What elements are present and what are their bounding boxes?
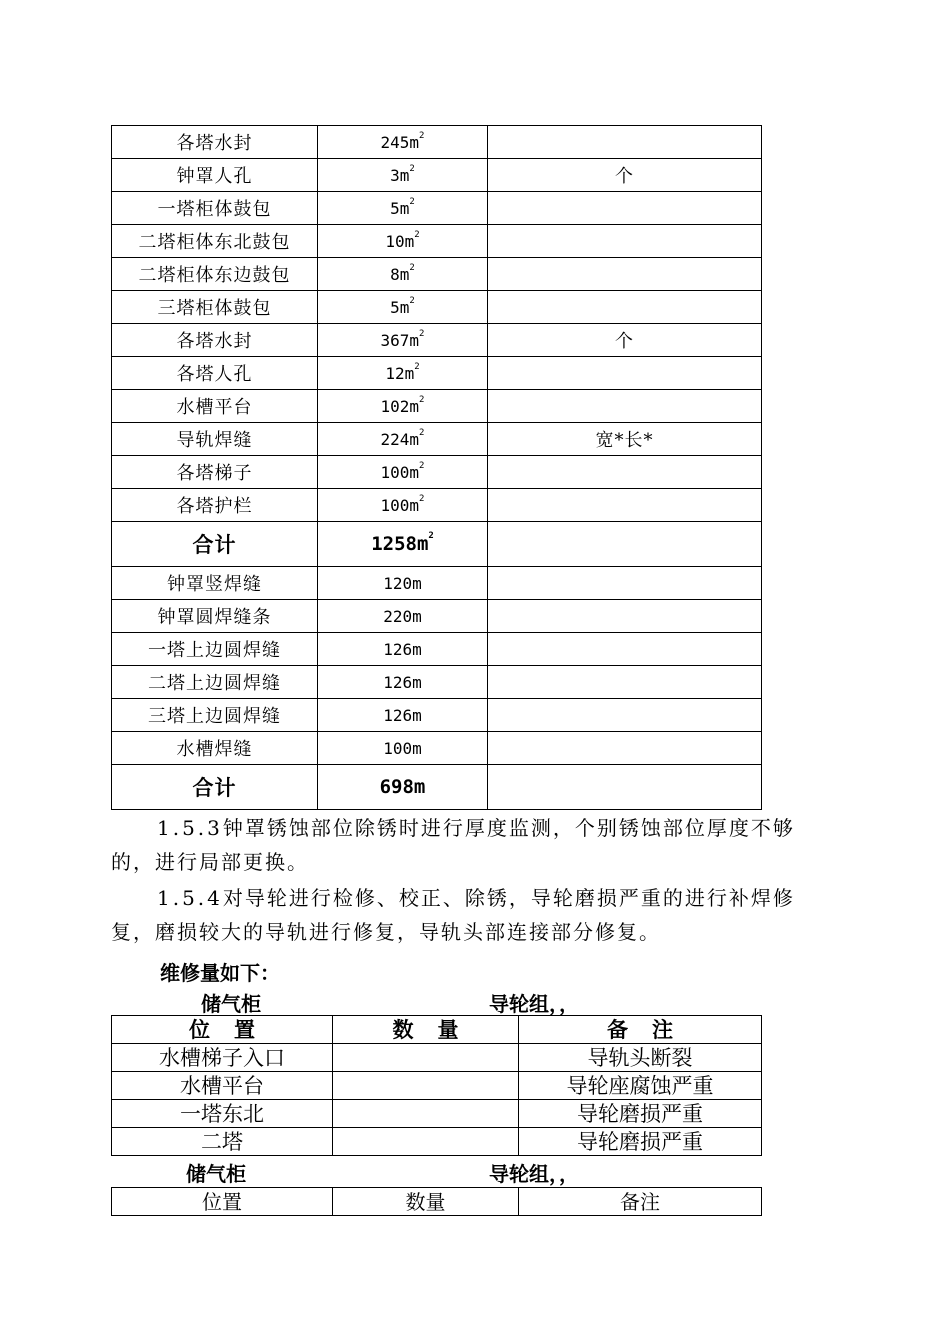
section-number: 1.5.4 <box>157 886 223 910</box>
value-cell: 126m <box>318 699 488 732</box>
value-cell: $8m^2$ <box>318 258 488 291</box>
total-value: $1258m^2$ <box>318 522 488 567</box>
paragraph-text: 钟罩锈蚀部位除锈时进行厚度监测，个别锈蚀部位厚度不够的，进行局部更换。 <box>111 816 795 874</box>
qty-cell <box>333 1072 519 1100</box>
value-cell: 220m <box>318 600 488 633</box>
header-position: 位置 <box>112 1188 333 1216</box>
value-cell: 126m <box>318 666 488 699</box>
note-cell <box>488 291 762 324</box>
paragraph-1-5-3 <box>111 811 821 879</box>
item-cell: 钟罩人孔 <box>112 159 318 192</box>
value-cell: $367m^2$ <box>318 324 488 357</box>
note-cell <box>488 225 762 258</box>
total-value: 698m <box>318 765 488 810</box>
value-cell: $100m^2$ <box>318 456 488 489</box>
note-cell <box>488 567 762 600</box>
header-note: 备注 <box>519 1188 762 1216</box>
value-cell: $102m^2$ <box>318 390 488 423</box>
table-row <box>112 291 762 324</box>
table-row <box>112 324 762 357</box>
table-row <box>112 1128 762 1156</box>
table-row <box>112 1044 762 1072</box>
value-cell: $10m^2$ <box>318 225 488 258</box>
table-row <box>112 699 762 732</box>
note-cell: 宽*长* <box>488 423 762 456</box>
value-cell: $5m^2$ <box>318 291 488 324</box>
table-row <box>112 192 762 225</box>
item-cell: 水槽平台 <box>112 390 318 423</box>
value-cell: 126m <box>318 633 488 666</box>
table-row <box>112 666 762 699</box>
table-row <box>112 489 762 522</box>
group1-left-title: 储气柜 <box>201 992 261 1016</box>
note-cell: 导轮磨损严重 <box>519 1128 762 1156</box>
table-header-row <box>112 1188 762 1216</box>
table-row <box>112 633 762 666</box>
qty-cell <box>333 1100 519 1128</box>
note-cell <box>488 600 762 633</box>
qty-cell <box>333 1128 519 1156</box>
note-cell <box>488 192 762 225</box>
position-cell: 水槽平台 <box>112 1072 333 1100</box>
value-cell: $5m^2$ <box>318 192 488 225</box>
item-cell: 二塔柜体东边鼓包 <box>112 258 318 291</box>
qty-cell <box>333 1044 519 1072</box>
table-row <box>112 357 762 390</box>
position-cell: 水槽梯子入口 <box>112 1044 333 1072</box>
note-cell: 导轮座腐蚀严重 <box>519 1072 762 1100</box>
table-row <box>112 1100 762 1128</box>
group1-right-title: 导轮组，， <box>489 992 579 1016</box>
table-row <box>112 600 762 633</box>
item-cell: 各塔人孔 <box>112 357 318 390</box>
table-row <box>112 258 762 291</box>
item-cell: 各塔水封 <box>112 324 318 357</box>
paragraph-text: 对导轮进行检修、校正、除锈，导轮磨损严重的进行补焊修复，磨损较大的导轨进行修复，导轨头部连接部分修复。 <box>111 886 795 944</box>
repair-heading: 维修量如下： <box>160 961 280 985</box>
position-cell: 二塔 <box>112 1128 333 1156</box>
value-cell: 120m <box>318 567 488 600</box>
note-cell <box>488 732 762 765</box>
item-cell: 一塔柜体鼓包 <box>112 192 318 225</box>
note-cell <box>488 357 762 390</box>
item-cell: 三塔柜体鼓包 <box>112 291 318 324</box>
item-cell: 一塔上边圆焊缝 <box>112 633 318 666</box>
table-header-row <box>112 1016 762 1044</box>
note-cell <box>488 489 762 522</box>
value-cell: $3m^2$ <box>318 159 488 192</box>
item-cell: 各塔护栏 <box>112 489 318 522</box>
group2-left-title: 储气柜 <box>186 1162 246 1186</box>
note-cell: 个 <box>488 324 762 357</box>
total-row <box>112 522 762 567</box>
table-row <box>112 159 762 192</box>
value-cell: $224m^2$ <box>318 423 488 456</box>
item-cell: 钟罩竖焊缝 <box>112 567 318 600</box>
item-cell: 三塔上边圆焊缝 <box>112 699 318 732</box>
note-cell: 导轮磨损严重 <box>519 1100 762 1128</box>
note-cell: 个 <box>488 159 762 192</box>
table-row <box>112 1072 762 1100</box>
guide-wheel-table-1 <box>111 1015 762 1156</box>
value-cell: $245m^2$ <box>318 126 488 159</box>
total-label: 合计 <box>112 522 318 567</box>
item-cell: 各塔梯子 <box>112 456 318 489</box>
item-cell: 水槽焊缝 <box>112 732 318 765</box>
item-cell: 导轨焊缝 <box>112 423 318 456</box>
value-cell: 100m <box>318 732 488 765</box>
guide-wheel-table-2 <box>111 1187 762 1216</box>
note-cell <box>488 258 762 291</box>
item-cell: 二塔柜体东北鼓包 <box>112 225 318 258</box>
note-cell <box>488 699 762 732</box>
note-cell <box>488 666 762 699</box>
note-cell <box>488 126 762 159</box>
position-cell: 一塔东北 <box>112 1100 333 1128</box>
table-row <box>112 456 762 489</box>
table-row <box>112 390 762 423</box>
header-note: 备注 <box>519 1016 762 1044</box>
note-cell <box>488 456 762 489</box>
value-cell: $100m^2$ <box>318 489 488 522</box>
header-quantity: 数量 <box>333 1016 519 1044</box>
section-number: 1.5.3 <box>157 816 223 840</box>
item-cell: 钟罩圆焊缝条 <box>112 600 318 633</box>
item-cell: 二塔上边圆焊缝 <box>112 666 318 699</box>
table-row <box>112 423 762 456</box>
table-row <box>112 126 762 159</box>
paragraph-1-5-4 <box>111 881 821 949</box>
total-label: 合计 <box>112 765 318 810</box>
table-row <box>112 567 762 600</box>
table-row <box>112 732 762 765</box>
note-cell <box>488 390 762 423</box>
note-cell <box>488 633 762 666</box>
header-quantity: 数量 <box>333 1188 519 1216</box>
note-cell <box>488 765 762 810</box>
note-cell <box>488 522 762 567</box>
table-row <box>112 225 762 258</box>
repair-quantity-table <box>111 125 762 810</box>
item-cell: 各塔水封 <box>112 126 318 159</box>
total-row <box>112 765 762 810</box>
group2-right-title: 导轮组，， <box>489 1162 579 1186</box>
header-position: 位置 <box>112 1016 333 1044</box>
value-cell: $12m^2$ <box>318 357 488 390</box>
note-cell: 导轨头断裂 <box>519 1044 762 1072</box>
